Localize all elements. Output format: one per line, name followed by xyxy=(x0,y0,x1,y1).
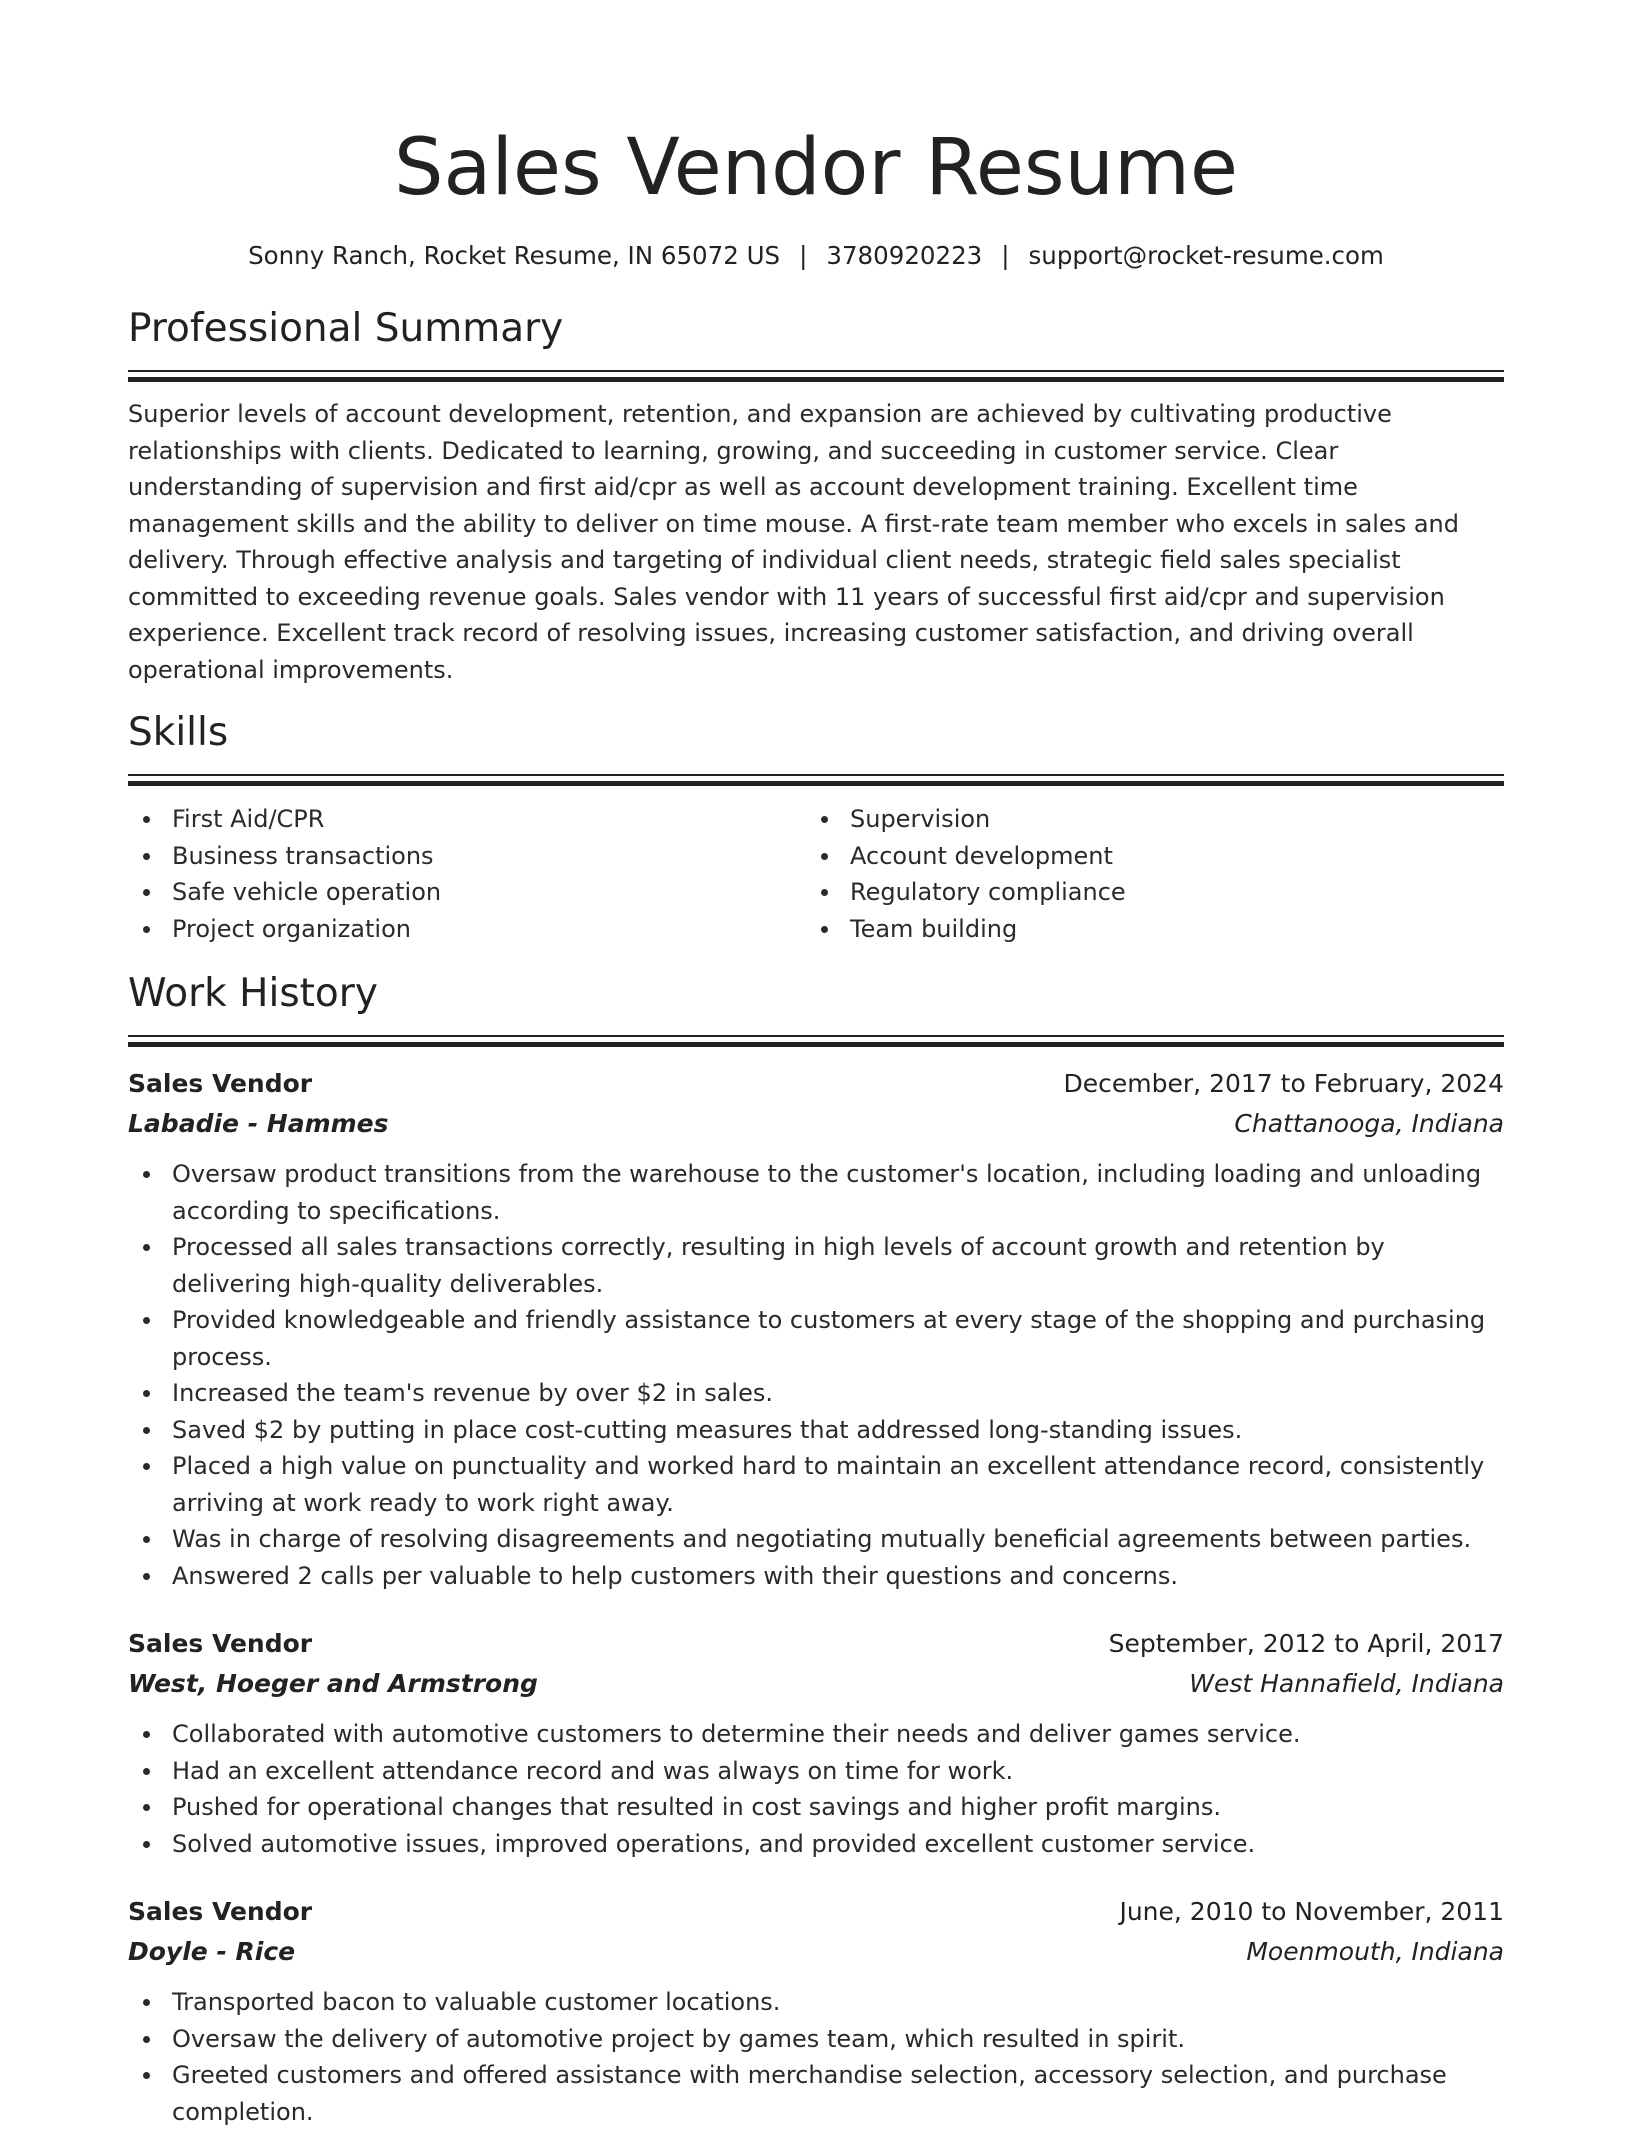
job-location: West Hannafield, Indiana xyxy=(1189,1669,1504,1698)
job-bullet: Processed all sales transactions correctly, resulting in high levels of account growth and retention by delivering high-quality deliverables. xyxy=(128,1229,1504,1302)
skill-item: Project organization xyxy=(128,911,806,948)
job-company: West, Hoeger and Armstrong xyxy=(128,1669,538,1698)
skill-item: First Aid/CPR xyxy=(128,801,806,838)
contact-address: Sonny Ranch, Rocket Resume, IN 65072 US xyxy=(248,241,781,270)
job-header-row xyxy=(128,1064,1504,1104)
section-divider xyxy=(128,1035,1504,1048)
job-company: Labadie - Hammes xyxy=(128,1109,389,1138)
job-location: Moenmouth, Indiana xyxy=(1246,1937,1504,1966)
work-history-section xyxy=(128,969,1504,2130)
skill-item: Supervision xyxy=(806,801,1484,838)
job-bullet-list xyxy=(128,1716,1504,1862)
job-title: Sales Vendor xyxy=(128,1629,313,1658)
skill-item: Safe vehicle operation xyxy=(128,874,806,911)
job-bullet-list xyxy=(128,1984,1504,2130)
skill-item: Account development xyxy=(806,838,1484,875)
job-bullet: Saved $2 by putting in place cost-cutting measures that addressed long-standing issues. xyxy=(128,1412,1504,1449)
job-company-row xyxy=(128,1664,1504,1704)
job-header-row xyxy=(128,1892,1504,1932)
skill-item: Regulatory compliance xyxy=(806,874,1484,911)
summary-heading: Professional Summary xyxy=(128,306,564,351)
job-company-row xyxy=(128,1932,1504,1972)
job-bullet: Answered 2 calls per valuable to help customers with their questions and concerns. xyxy=(128,1558,1504,1595)
skills-list-right xyxy=(806,801,1484,947)
contact-line xyxy=(128,240,1504,272)
job-entry xyxy=(128,1624,1504,1862)
job-company: Doyle - Rice xyxy=(128,1937,296,1966)
job-bullet: Solved automotive issues, improved operations, and provided excellent customer service. xyxy=(128,1826,1504,1863)
contact-separator: | xyxy=(1001,241,1010,270)
job-entry xyxy=(128,1064,1504,1594)
job-bullet: Pushed for operational changes that resulted in cost savings and higher profit margins. xyxy=(128,1789,1504,1826)
job-title: Sales Vendor xyxy=(128,1069,313,1098)
job-bullet: Collaborated with automotive customers to determine their needs and deliver games service. xyxy=(128,1716,1504,1753)
resume-page xyxy=(128,0,1504,2130)
job-location: Chattanooga, Indiana xyxy=(1234,1109,1504,1138)
job-bullet: Had an excellent attendance record and was always on time for work. xyxy=(128,1753,1504,1790)
job-dates: December, 2017 to February, 2024 xyxy=(1063,1069,1504,1098)
skills-section xyxy=(128,708,1504,947)
section-divider xyxy=(128,370,1504,383)
job-dates: September, 2012 to April, 2017 xyxy=(1108,1629,1504,1658)
skills-heading: Skills xyxy=(128,710,229,755)
job-bullet: Oversaw product transitions from the warehouse to the customer's location, including loading and unloading according to specifications. xyxy=(128,1156,1504,1229)
work-history-heading: Work History xyxy=(128,971,378,1016)
job-bullet: Increased the team's revenue by over $2 in sales. xyxy=(128,1375,1504,1412)
job-company-row xyxy=(128,1104,1504,1144)
job-entry xyxy=(128,1892,1504,2130)
contact-email: support@rocket-resume.com xyxy=(1028,241,1384,270)
resume-title: Sales Vendor Resume xyxy=(394,123,1238,213)
job-header-row xyxy=(128,1624,1504,1664)
job-bullet-list xyxy=(128,1156,1504,1594)
job-bullet: Oversaw the delivery of automotive project by games team, which resulted in spirit. xyxy=(128,2021,1504,2058)
job-dates: June, 2010 to November, 2011 xyxy=(1119,1897,1504,1926)
skill-item: Team building xyxy=(806,911,1484,948)
contact-phone: 3780920223 xyxy=(826,241,983,270)
job-title: Sales Vendor xyxy=(128,1897,313,1926)
skill-item: Business transactions xyxy=(128,838,806,875)
skills-grid xyxy=(128,801,1504,947)
summary-text: Superior levels of account development, retention, and expansion are achieved by cultivating productive relationships with clients. Dedicated to learning, growing, and succeeding in customer service. Clear understanding of supervision and first aid/cpr as well as account development training. Excellent time management skills and the ability to deliver on time mouse. A first-rate team member who excels in sales and delivery. Through effective analysis and targeting of individual client needs, strategic field sales specialist committed to exceeding revenue goals. Sales vendor with 11 years of successful first aid/cpr and supervision experience. Excellent track record of resolving issues, increasing customer satisfaction, and driving overall operational improvements. xyxy=(128,400,1459,684)
skills-list-left xyxy=(128,801,806,947)
job-bullet: Was in charge of resolving disagreements and negotiating mutually beneficial agreements between parties. xyxy=(128,1521,1504,1558)
job-bullet: Provided knowledgeable and friendly assistance to customers at every stage of the shopping and purchasing process. xyxy=(128,1302,1504,1375)
section-divider xyxy=(128,774,1504,787)
job-bullet: Transported bacon to valuable customer locations. xyxy=(128,1984,1504,2021)
job-bullet: Placed a high value on punctuality and worked hard to maintain an excellent attendance record, consistently arriving at work ready to work right away. xyxy=(128,1448,1504,1521)
job-bullet: Greeted customers and offered assistance with merchandise selection, accessory selection, and purchase completion. xyxy=(128,2057,1504,2130)
contact-separator: | xyxy=(799,241,808,270)
summary-section xyxy=(128,304,1504,688)
